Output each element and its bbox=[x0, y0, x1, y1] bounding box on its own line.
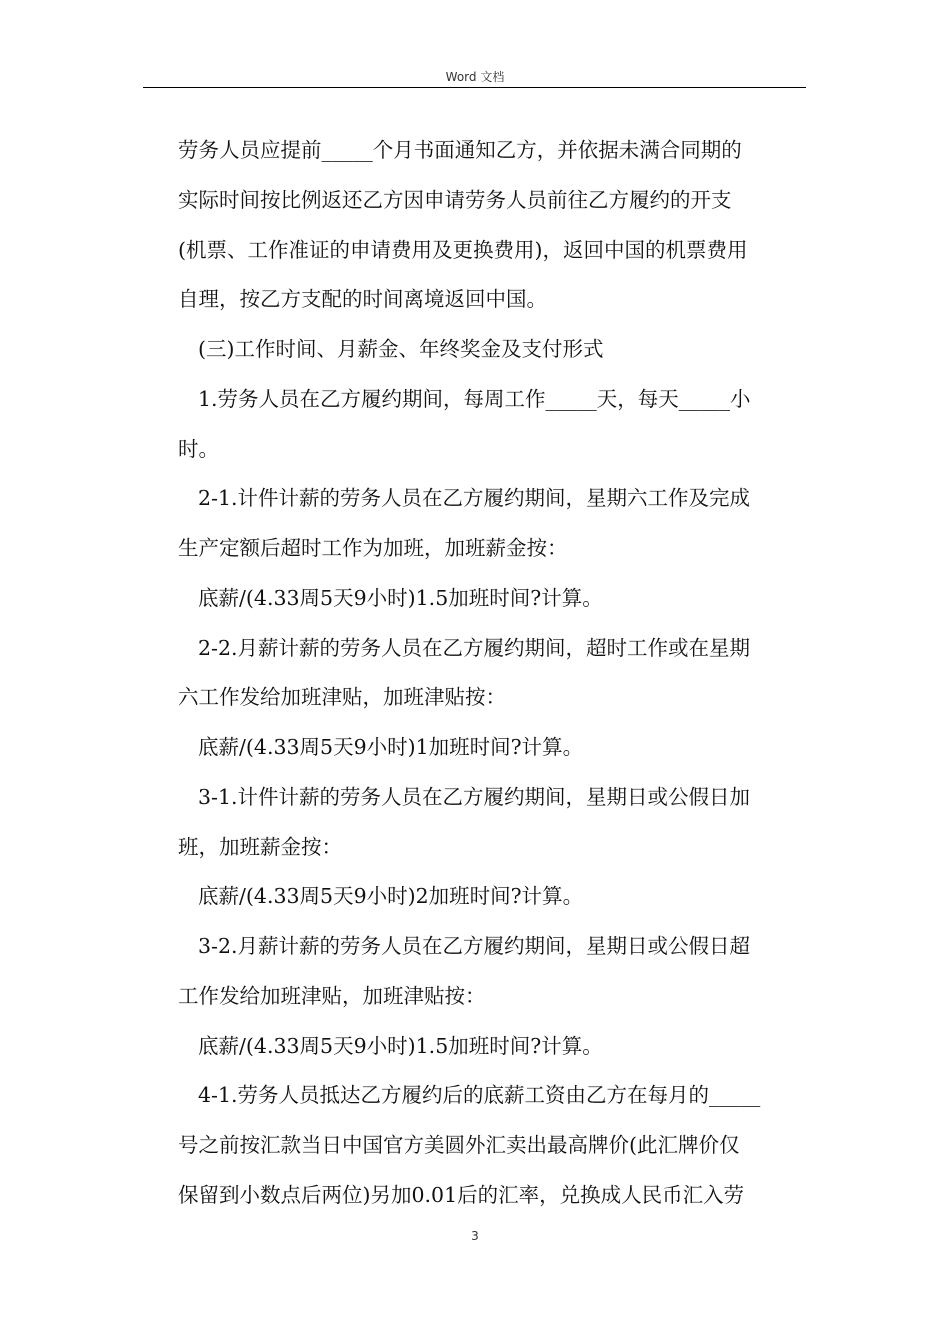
paragraph-line: 时。 bbox=[178, 436, 219, 461]
formula-line: 底薪/(4.33周5天9小时)1加班时间?计算。 bbox=[198, 735, 584, 759]
paragraph-line: 1.劳务人员在乙方履约期间，每周工作_____天，每天_____小 bbox=[198, 386, 751, 411]
paragraph-line: 3-1.计件计薪的劳务人员在乙方履约期间，星期日或公假日加 bbox=[198, 784, 751, 809]
paragraph-line: 六工作发给加班津贴，加班津贴按： bbox=[178, 685, 506, 710]
paragraph-line: 班，加班薪金按： bbox=[178, 834, 342, 859]
section-heading: (三)工作时间、月薪金、年终奖金及支付形式 bbox=[198, 337, 604, 361]
page-header: Word 文档 bbox=[445, 70, 505, 84]
paragraph-line: 2-1.计件计薪的劳务人员在乙方履约期间，星期六工作及完成 bbox=[198, 486, 751, 511]
document-body bbox=[178, 126, 800, 1221]
paragraph-line: 自理，按乙方支配的时间离境返回中国。 bbox=[178, 287, 547, 312]
page-number: 3 bbox=[471, 1229, 479, 1243]
paragraph-line: 实际时间按比例返还乙方因申请劳务人员前往乙方履约的开支 bbox=[178, 187, 732, 212]
paragraph-line: 4-1.劳务人员抵达乙方履约后的底薪工资由乙方在每月的_____ bbox=[198, 1083, 761, 1108]
paragraph-line: 号之前按汇款当日中国官方美圆外汇卖出最高牌价(此汇牌价仅 bbox=[178, 1133, 740, 1157]
paragraph-line: 生产定额后超时工作为加班，加班薪金按： bbox=[178, 536, 568, 560]
header-divider bbox=[143, 87, 806, 88]
formula-line: 底薪/(4.33周5天9小时)1.5加班时间?计算。 bbox=[198, 585, 603, 610]
paragraph-line: (机票、工作准证的申请费用及更换费用)，返回中国的机票费用 bbox=[178, 237, 748, 262]
paragraph-line: 2-2.月薪计薪的劳务人员在乙方履约期间，超时工作或在星期 bbox=[198, 635, 751, 660]
formula-line: 底薪/(4.33周5天9小时)1.5加班时间?计算。 bbox=[198, 1033, 603, 1058]
formula-line: 底薪/(4.33周5天9小时)2加班时间?计算。 bbox=[198, 884, 584, 909]
paragraph-line: 3-2.月薪计薪的劳务人员在乙方履约期间，星期日或公假日超 bbox=[198, 934, 751, 958]
paragraph-line: 工作发给加班津贴，加班津贴按： bbox=[178, 983, 486, 1008]
paragraph-line: 劳务人员应提前_____个月书面通知乙方，并依据未满合同期的 bbox=[178, 138, 742, 162]
paragraph-line: 保留到小数点后两位)另加0.01后的汇率，兑换成人民币汇入劳 bbox=[178, 1182, 745, 1207]
